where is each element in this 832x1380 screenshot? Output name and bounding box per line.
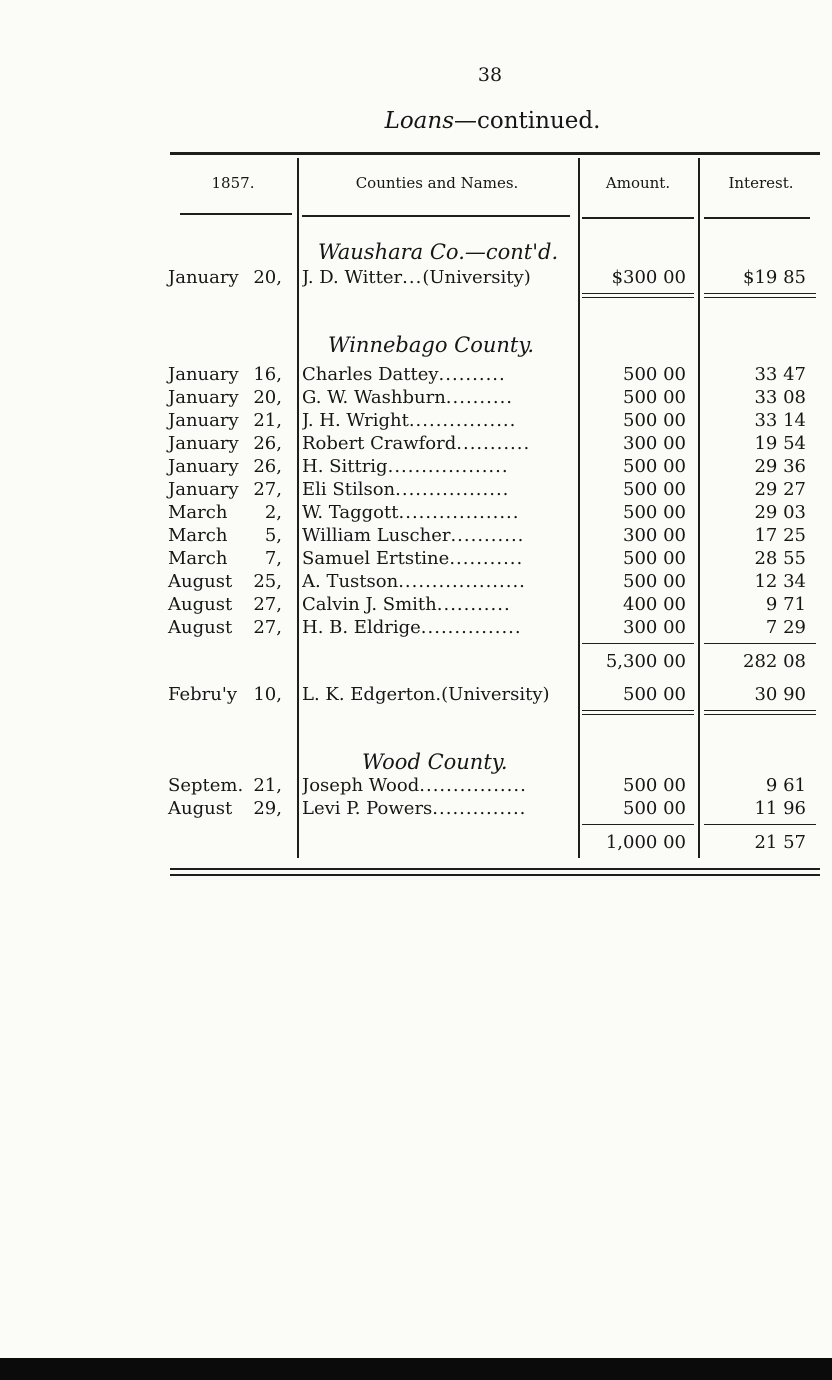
row-interest: 17 25	[754, 525, 806, 546]
row-amount: 500 00	[623, 479, 686, 500]
row-day: 27,	[253, 594, 282, 615]
row-month: January	[168, 387, 239, 408]
county-title-wood: Wood County.	[362, 750, 508, 774]
row-interest: 29 27	[754, 479, 806, 500]
county-title-waushara: Waushara Co.—cont'd.	[318, 240, 559, 264]
scan-border	[0, 1358, 832, 1380]
row-name: Joseph Wood................	[302, 775, 527, 796]
subtotal-rule-interest	[704, 643, 816, 644]
row-day: 26,	[253, 456, 282, 477]
row-month: January	[168, 456, 239, 477]
table-row	[0, 524, 832, 547]
row-day: 10,	[253, 684, 282, 705]
header-rule-year	[180, 213, 292, 215]
column-header-names: Counties and Names.	[355, 174, 519, 192]
row-amount: 500 00	[623, 798, 686, 819]
row-name: H. B. Eldrige...............	[302, 617, 522, 638]
table-row	[0, 683, 832, 706]
table-row	[0, 501, 832, 524]
row-day: 27,	[253, 479, 282, 500]
row-amount: 300 00	[623, 617, 686, 638]
double-rule-amount	[582, 293, 694, 294]
row-amount: 500 00	[623, 571, 686, 592]
double-rule-interest	[704, 714, 816, 715]
row-interest: 33 47	[754, 364, 806, 385]
bottom-rule	[170, 874, 820, 876]
double-rule-amount	[582, 297, 694, 298]
row-day: 25,	[253, 571, 282, 592]
double-rule-amount	[582, 710, 694, 711]
row-day: 2,	[264, 502, 282, 523]
row-name: G. W. Washburn..........	[302, 387, 514, 408]
row-name: William Luscher...........	[302, 525, 525, 546]
row-amount: 500 00	[623, 684, 686, 705]
table-row	[0, 363, 832, 386]
column-header-year: 1857.	[211, 174, 255, 192]
row-month: March	[168, 548, 228, 569]
row-name: Samuel Ertstine...........	[302, 548, 524, 569]
row-day: 21,	[253, 775, 282, 796]
county-title-winnebago: Winnebago County.	[328, 333, 535, 357]
row-interest: 12 34	[754, 571, 806, 592]
row-month: Septem.	[168, 775, 244, 796]
row-day: 27,	[253, 617, 282, 638]
double-rule-interest	[704, 710, 816, 711]
row-amount: 300 00	[623, 433, 686, 454]
row-amount: 300 00	[623, 525, 686, 546]
row-day: 7,	[264, 548, 282, 569]
table-row	[0, 797, 832, 820]
row-interest: 11 96	[754, 798, 806, 819]
row-day: 20,	[253, 387, 282, 408]
table-row	[0, 616, 832, 639]
row-amount: 500 00	[623, 410, 686, 431]
table-row	[0, 593, 832, 616]
table-row	[0, 547, 832, 570]
row-interest: 7 29	[765, 617, 806, 638]
row-month: January	[168, 479, 239, 500]
header-rule-interest	[704, 217, 810, 219]
subtotal-amount: 1,000 00	[605, 832, 686, 853]
subtotal-amount: 5,300 00	[605, 651, 686, 672]
row-interest: 29 03	[754, 502, 806, 523]
row-month: January	[168, 364, 239, 385]
table-row	[0, 774, 832, 797]
row-month: August	[168, 798, 233, 819]
table-row	[0, 455, 832, 478]
row-interest: 28 55	[754, 548, 806, 569]
row-day: 29,	[253, 798, 282, 819]
table-row	[0, 409, 832, 432]
row-interest: 9 71	[765, 594, 806, 615]
page-number: 38	[477, 64, 503, 86]
row-amount: 500 00	[623, 775, 686, 796]
row-amount: $300 00	[611, 267, 686, 288]
row-month: January	[168, 433, 239, 454]
row-day: 21,	[253, 410, 282, 431]
table-row	[0, 570, 832, 593]
row-amount: 500 00	[623, 456, 686, 477]
row-month: August	[168, 594, 233, 615]
heading-title: Loans	[384, 108, 455, 134]
row-name: J. D. Witter...(University)	[302, 267, 531, 288]
row-day: 5,	[264, 525, 282, 546]
row-amount: 500 00	[623, 387, 686, 408]
row-interest: 30 90	[754, 684, 806, 705]
header-rule-amount	[582, 217, 694, 219]
row-day: 20,	[253, 267, 282, 288]
page-heading	[0, 108, 832, 134]
row-amount: 400 00	[623, 594, 686, 615]
row-name: Robert Crawford...........	[302, 433, 531, 454]
row-month: January	[168, 267, 239, 288]
table-row	[0, 432, 832, 455]
row-name: Calvin J. Smith...........	[302, 594, 511, 615]
row-month: Febru'y	[168, 684, 237, 705]
table-row	[0, 478, 832, 501]
row-amount: 500 00	[623, 502, 686, 523]
double-rule-interest	[704, 297, 816, 298]
row-name: A. Tustson...................	[302, 571, 526, 592]
row-amount: 500 00	[623, 364, 686, 385]
row-amount: 500 00	[623, 548, 686, 569]
subtotal-rule-amount	[582, 643, 694, 644]
column-header-interest: Interest.	[728, 174, 794, 192]
row-month: August	[168, 571, 233, 592]
row-interest: 19 54	[754, 433, 806, 454]
top-rule	[170, 152, 820, 155]
row-interest: 29 36	[754, 456, 806, 477]
bottom-rule	[170, 868, 820, 870]
table-row	[0, 266, 832, 289]
row-day: 16,	[253, 364, 282, 385]
row-name: Levi P. Powers..............	[302, 798, 527, 819]
row-month: January	[168, 410, 239, 431]
subtotal-interest: 21 57	[754, 832, 806, 853]
double-rule-interest	[704, 293, 816, 294]
row-day: 26,	[253, 433, 282, 454]
double-rule-amount	[582, 714, 694, 715]
header-rule-names	[302, 215, 570, 217]
heading-continued: —continued.	[454, 108, 601, 134]
table-row	[0, 386, 832, 409]
row-name: Eli Stilson.................	[302, 479, 510, 500]
row-interest: 33 08	[754, 387, 806, 408]
row-name: H. Sittrig..................	[302, 456, 509, 477]
subtotal-rule-interest	[704, 824, 816, 825]
row-interest: $19 85	[743, 267, 806, 288]
row-month: March	[168, 502, 228, 523]
subtotal-rule-amount	[582, 824, 694, 825]
row-name: W. Taggott..................	[302, 502, 520, 523]
subtotal-interest: 282 08	[743, 651, 806, 672]
row-interest: 9 61	[765, 775, 806, 796]
row-name: L. K. Edgerton.(University)	[302, 684, 550, 705]
row-name: Charles Dattey..........	[302, 364, 506, 385]
row-name: J. H. Wright................	[302, 410, 517, 431]
row-month: March	[168, 525, 228, 546]
row-interest: 33 14	[754, 410, 806, 431]
row-month: August	[168, 617, 233, 638]
column-header-amount: Amount.	[605, 174, 671, 192]
